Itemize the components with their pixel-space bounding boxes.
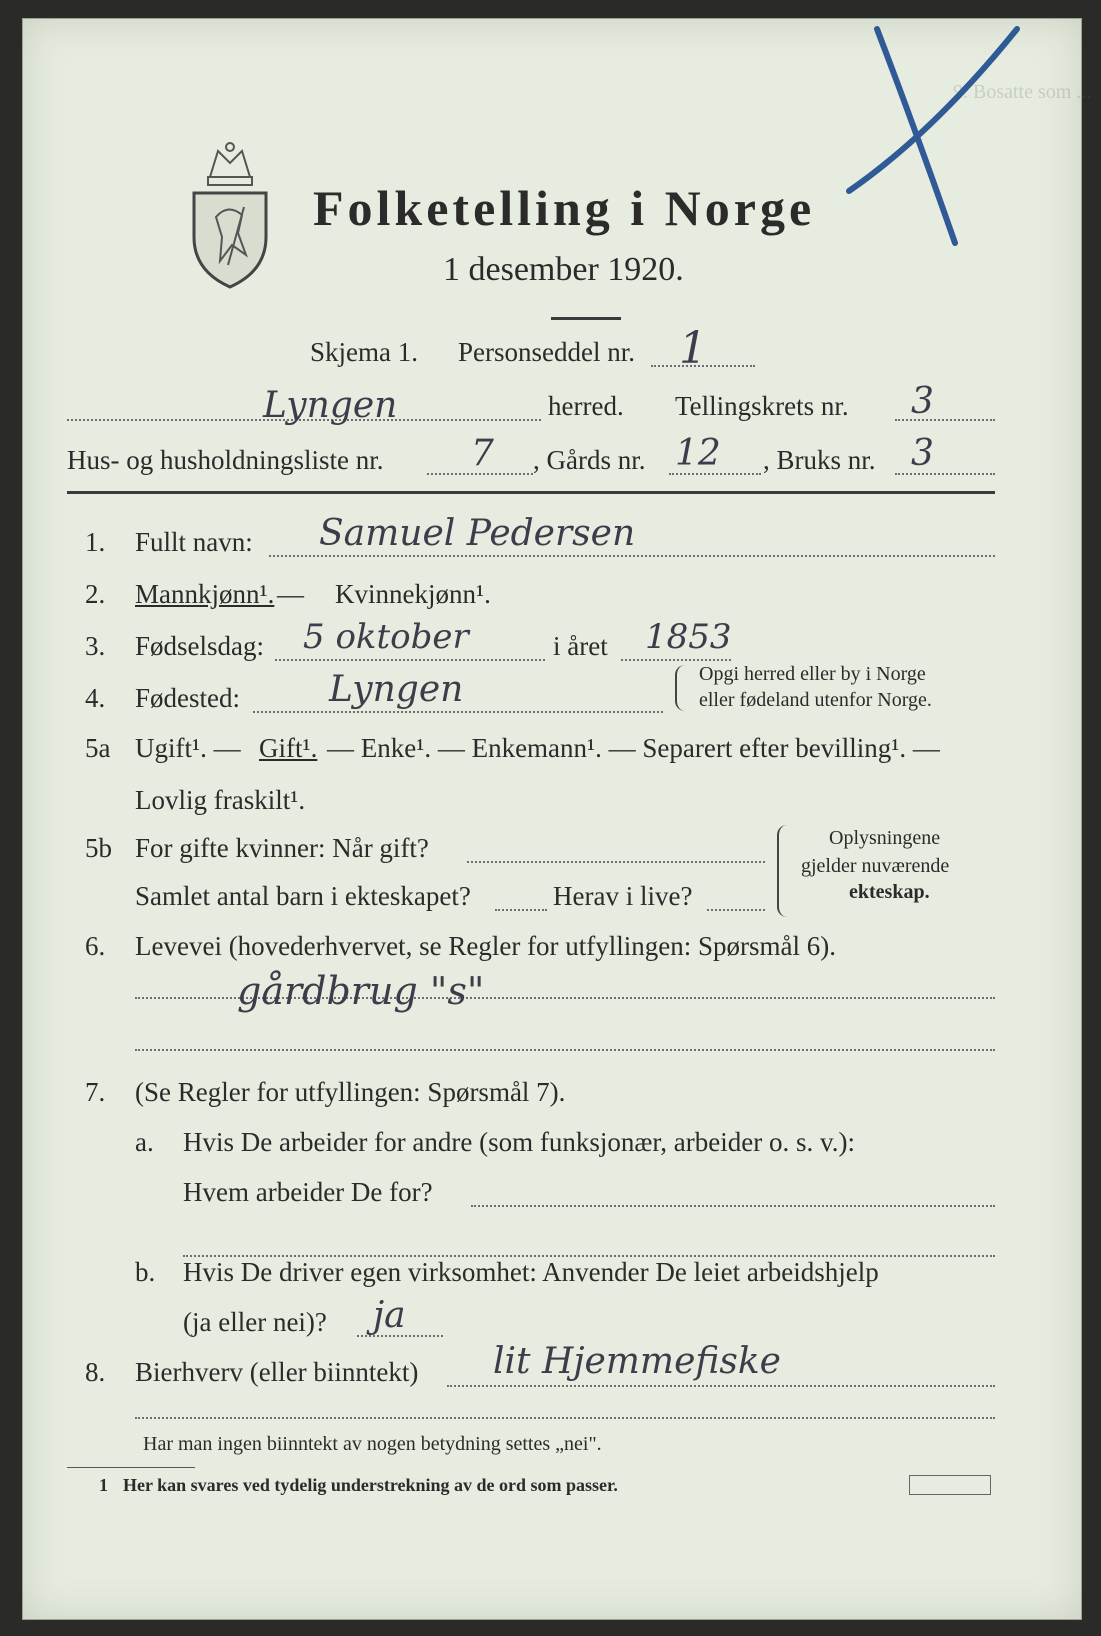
- q1-label: Fullt navn:: [135, 527, 253, 557]
- printer-stamp: [909, 1475, 991, 1495]
- census-date: 1 desember 1920.: [443, 251, 684, 288]
- birth-date-value[interactable]: 5 oktober: [303, 617, 469, 657]
- gender-separator: —: [277, 579, 304, 609]
- q6-field-line-2: [135, 1049, 995, 1051]
- title-divider: [551, 317, 621, 320]
- q1-field-line: [269, 555, 995, 557]
- employer-field-line-1: [471, 1205, 995, 1207]
- q4-field-line: [253, 711, 663, 713]
- herred-label: herred.: [548, 391, 624, 421]
- q8-number: 8.: [85, 1357, 106, 1387]
- footnote-text: Her kan svares ved tydelig understrekning av de ord som passer.: [123, 1475, 618, 1495]
- gards-label: , Gårds nr.: [533, 445, 646, 475]
- marital-gift-option[interactable]: Gift¹.: [259, 733, 318, 763]
- q6-number: 6.: [85, 931, 106, 961]
- header-rule: [67, 491, 995, 494]
- q3-number: 3.: [85, 631, 106, 661]
- form-title: Folketelling i Norge: [313, 180, 816, 236]
- q3-year-field-line: [621, 659, 731, 661]
- bruks-label: , Bruks nr.: [763, 445, 876, 475]
- footer-note: Har man ingen biinntekt av nogen betydning settes „nei".: [143, 1433, 602, 1455]
- q8-field-line-1: [447, 1385, 995, 1387]
- bruks-field-line: [895, 473, 995, 475]
- coat-of-arms-icon: [188, 137, 272, 289]
- q5b-children-label: Samlet antal barn i ekteskapet?: [135, 881, 471, 911]
- q7b-letter: b.: [135, 1257, 156, 1287]
- tellingskrets-value[interactable]: 3: [911, 381, 934, 422]
- birthplace-value[interactable]: Lyngen: [329, 669, 464, 710]
- q4-note-brace: [675, 665, 685, 711]
- q3-year-label: i året: [553, 631, 608, 661]
- secondary-income-value[interactable]: lit Hjemmefiske: [493, 1341, 781, 1382]
- q3-date-field-line: [275, 659, 545, 661]
- q5b-note-line2: gjelder nuværende: [801, 855, 950, 877]
- children-total-field-line: [495, 909, 547, 911]
- q5b-alive-label: Herav i live?: [553, 881, 693, 911]
- gender-female-option[interactable]: Kvinnekjønn¹.: [335, 579, 491, 609]
- bleed-through-text: 9. Bosatte som ...: [953, 81, 1092, 103]
- gender-male-option[interactable]: Mannkjønn¹.: [135, 579, 275, 609]
- q4-number: 4.: [85, 683, 106, 713]
- footnote-number: 1: [99, 1475, 108, 1495]
- personseddel-value[interactable]: 1: [679, 323, 707, 374]
- q6-label: Levevei (hovederhvervet, se Regler for utfyllingen: Spørsmål 6).: [135, 931, 837, 961]
- q5a-number: 5a: [85, 733, 111, 763]
- husliste-value[interactable]: 7: [471, 433, 494, 474]
- q5b-note-line1: Oplysningene: [829, 827, 941, 849]
- q4-note-line2: eller fødeland utenfor Norge.: [699, 689, 932, 711]
- q7a-line1: Hvis De arbeider for andre (som funksjonær, arbeider o. s. v.):: [183, 1127, 855, 1157]
- husliste-label: Hus- og husholdningsliste nr.: [67, 445, 384, 475]
- gards-value[interactable]: 12: [675, 433, 721, 474]
- census-form-page: [22, 18, 1092, 1620]
- q5b-note-line3: ekteskap.: [849, 881, 930, 903]
- q7a-letter: a.: [135, 1127, 154, 1157]
- personseddel-label: Personseddel nr.: [458, 337, 635, 367]
- q8-label: Bierhverv (eller biinntekt): [135, 1357, 419, 1387]
- footnote-rule: [67, 1467, 195, 1468]
- bruks-value[interactable]: 3: [911, 433, 934, 474]
- q7b-line2: (ja eller nei)?: [183, 1307, 327, 1337]
- skjema-label: Skjema 1.: [310, 337, 418, 367]
- married-when-field-line: [467, 861, 765, 863]
- children-alive-field-line: [707, 909, 765, 911]
- q7-label: (Se Regler for utfyllingen: Spørsmål 7).: [135, 1077, 566, 1107]
- q3-label: Fødselsdag:: [135, 631, 265, 661]
- birth-year-value[interactable]: 1853: [645, 617, 732, 657]
- occupation-value[interactable]: gårdbrug "s": [237, 969, 485, 1013]
- herred-value[interactable]: Lyngen: [263, 385, 398, 426]
- q8-field-line-2: [135, 1417, 995, 1419]
- q7a-line2: Hvem arbeider De for?: [183, 1177, 433, 1207]
- q2-number: 2.: [85, 579, 106, 609]
- q1-number: 1.: [85, 527, 106, 557]
- q5b-note-brace: [777, 825, 787, 917]
- q7b-line1: Hvis De driver egen virksomhet: Anvender De leiet arbeidshjelp: [183, 1257, 879, 1287]
- q7-number: 7.: [85, 1077, 106, 1107]
- full-name-value[interactable]: Samuel Pedersen: [319, 513, 636, 554]
- marital-fraskilt-option[interactable]: Lovlig fraskilt¹.: [135, 785, 306, 815]
- q4-label: Fødested:: [135, 683, 240, 713]
- q4-note-line1: Opgi herred eller by i Norge: [699, 663, 926, 685]
- hired-help-value[interactable]: ja: [373, 1295, 406, 1336]
- tellingskrets-field-line: [895, 419, 995, 421]
- marital-other-options[interactable]: — Enke¹. — Enkemann¹. — Separert efter bevilling¹. —: [327, 733, 940, 763]
- marital-ugift-option[interactable]: Ugift¹. —: [135, 733, 241, 763]
- q5b-number: 5b: [85, 833, 112, 863]
- blue-cross-mark: [843, 23, 1023, 247]
- q5b-line1: For gifte kvinner: Når gift?: [135, 833, 429, 863]
- tellingskrets-label: Tellingskrets nr.: [675, 391, 849, 421]
